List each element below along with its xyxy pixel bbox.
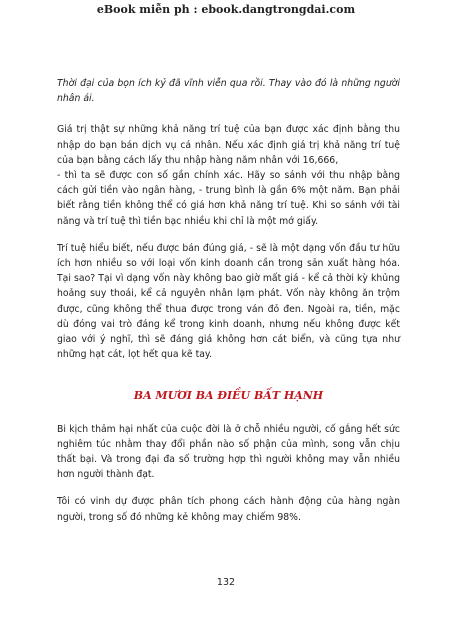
- italic-paragraph: Thời đại của bọn ích kỷ đã vĩnh viễn qua rồi. Thay vào đó là những người nhân ái.: [57, 78, 400, 105]
- paragraph-analysis: Tôi có vinh dự được phân tích phong cách hành động của hàng ngàn người, trong số đó những kẻ không may chiếm 98%.: [57, 496, 400, 523]
- page-number: 132: [216, 577, 236, 588]
- page-header: eBook miễn ph : ebook.dangtrongdai.com: [96, 3, 356, 16]
- page-body: [57, 76, 400, 537]
- paragraph-intellect-value: Giá trị thật sự những khả năng trí tuệ của bạn được xác định bằng thu nhập do bạn bán dịch vụ cá nhân. Nếu xác định giá trị khả năng trí tuệ của bạn bằng cách lấy thu nhập hàng năm nhân với 16,666, - thì ta sẽ được con số gần chính xác. Hãy so sánh với thu nhập bằng cách gửi tiền vào ngân hàng, - trung bình là gần 6% một năm. Bạn phải biết rằng tiền không thể có giá hơn khả năng trí tuệ. Khi so sánh với tài năng và trí tuệ thì tiền bạc nhiều khi chỉ là một mớ giấy.: [57, 124, 400, 227]
- section-heading: BA MƯƠI BA ĐIỀU BẤT HẠNH: [133, 389, 324, 403]
- paragraph-tragedy: Bi kịch thảm hại nhất của cuộc đời là ở chỗ nhiều người, cố gắng hết sức nghiêm túc nhằm thay đổi phần nào số phận của mình, song vẫn chịu thất bại. Và trong đại đa số trường hợp thì người không may vẫn nhiều hơn người thành đạt.: [57, 423, 400, 481]
- paragraph-knowledge-capital: Trí tuệ hiểu biết, nếu được bán đúng giá, - sẽ là một dạng vốn đầu tư hữu ích hơn nhiều so với loại vốn kinh doanh cần trong sản xuất hàng hóa. Tại sao? Tại vì dạng vốn này không bao giờ mất giá - kể cả thời kỳ khủng hoảng suy thoái, kể cả nguyên nhân lạm phát. Vốn này không ăn trộm được, cũng không thể thua được trong ván đỏ đen. Ngoài ra, tiền, mặc dù đóng vai trò đáng kể trong kinh doanh, nhưng nếu không được kết giao với ý nghĩ, thì sẽ đáng giá không hơn cát biển, và cũng tựa như những hạt cát, lọt hết qua kẽ tay.: [57, 242, 400, 361]
